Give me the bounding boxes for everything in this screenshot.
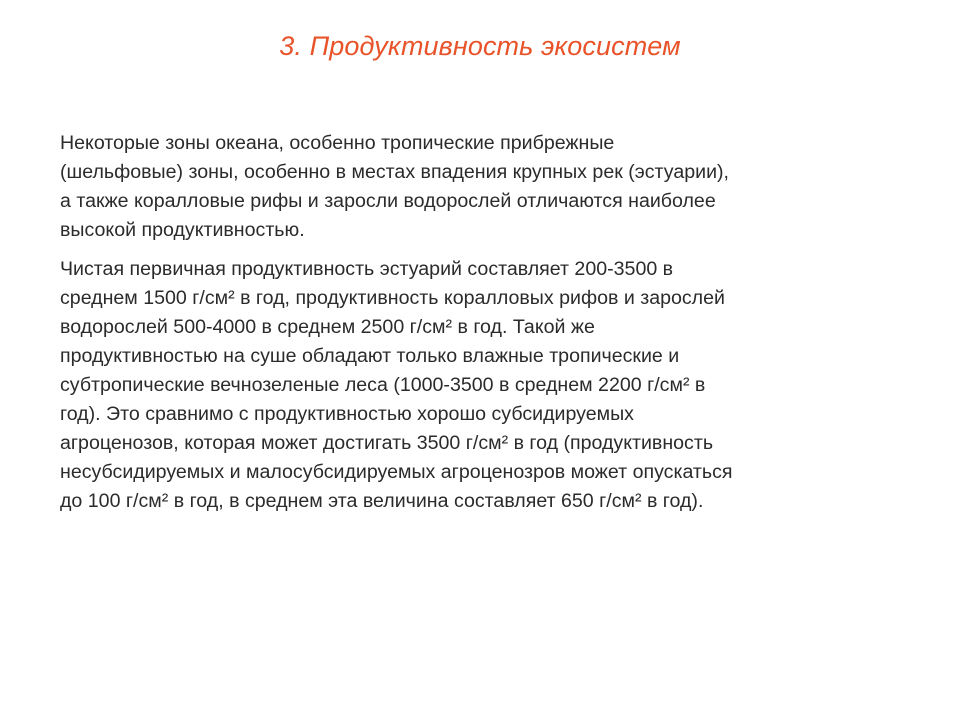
paragraph-2-line-6: год). Это сравнимо с продуктивностью хорошо субсидируемых — [60, 403, 634, 425]
paragraph-2-line-8: несубсидируемых и малосубсидируемых агроценозров может опускаться — [60, 461, 733, 483]
paragraph-2-line-7: агроценозов, которая может достигать 3500 г/см² в год (продуктивность — [60, 432, 714, 454]
slide-body — [60, 129, 900, 516]
paragraph-1-line-1: Некоторые зоны океана, особенно тропические прибрежные — [60, 132, 615, 154]
paragraph-2-line-3: водорослей 500-4000 в среднем 2500 г/см² в год. Такой же — [60, 316, 595, 338]
paragraph-2-line-2: среднем 1500 г/см² в год, продуктивность коралловых рифов и зарослей — [60, 287, 725, 309]
paragraph-1-line-4: высокой продуктивностью. — [60, 219, 305, 241]
paragraph-2-line-9: до 100 г/см² в год, в среднем эта величина составляет 650 г/см² в год). — [60, 490, 704, 512]
paragraph-2-line-5: субтропические вечнозеленые леса (1000-3500 в среднем 2200 г/см² в — [60, 374, 706, 396]
paragraph-1-line-3: а также коралловые рифы и заросли водорослей отличаются наиболее — [60, 190, 716, 212]
slide-title: 3. Продуктивность экосистем — [279, 31, 681, 61]
paragraph-2-line-1: Чистая первичная продуктивность эстуарий составляет 200-3500 в — [60, 258, 674, 280]
paragraph-1-line-2: (шельфовые) зоны, особенно в местах впадения крупных рек (эстуарии), — [60, 161, 729, 183]
paragraph-1 — [60, 129, 900, 245]
paragraph-2 — [60, 255, 900, 516]
paragraph-2-line-4: продуктивностью на суше обладают только влажные тропические и — [60, 345, 680, 367]
